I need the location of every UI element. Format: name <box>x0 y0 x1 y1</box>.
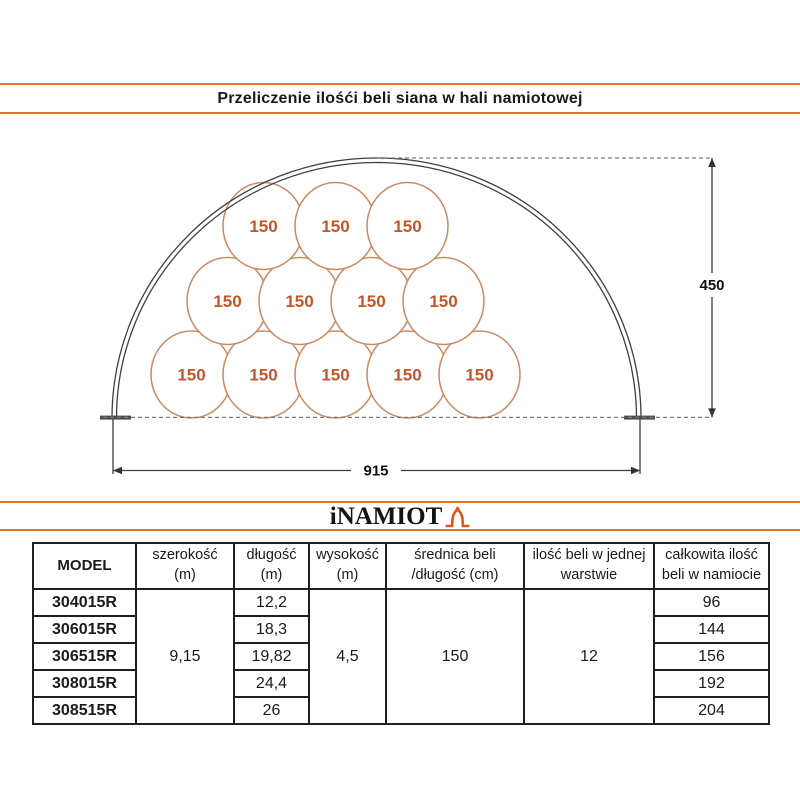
dlugosc-cell: 24,4 <box>234 670 309 697</box>
page-title: Przeliczenie ilośći beli siana w hali namiotowej <box>217 89 583 107</box>
header-dlugosc: długość (m) <box>234 543 309 589</box>
bale-label: 150 <box>321 365 350 385</box>
title-bar <box>0 83 800 114</box>
model-cell: 306515R <box>33 643 136 670</box>
dlugosc-cell: 19,82 <box>234 643 309 670</box>
szerokosc-cell: 9,15 <box>136 589 234 724</box>
bale-stack <box>151 183 520 419</box>
bale-label: 150 <box>393 365 422 385</box>
bale-label: 150 <box>249 365 278 385</box>
header-model: MODEL <box>33 543 136 589</box>
table-header-row <box>33 543 769 589</box>
bale-label: 150 <box>465 365 494 385</box>
header-szerokosc: szerokość (m) <box>136 543 234 589</box>
bale-label: 150 <box>393 217 422 236</box>
header-srednica: średnica beli /długość (cm) <box>386 543 524 589</box>
bale-label: 150 <box>321 217 350 236</box>
bale-label: 150 <box>357 292 386 311</box>
calkowita-cell: 192 <box>654 670 769 697</box>
srednica-cell: 150 <box>386 589 524 724</box>
dlugosc-cell: 18,3 <box>234 616 309 643</box>
bale-label: 150 <box>429 292 458 311</box>
header-wysokosc: wysokość (m) <box>309 543 386 589</box>
header-calkowita: całkowita ilość beli w namiocie <box>654 543 769 589</box>
model-cell: 308015R <box>33 670 136 697</box>
calkowita-cell: 144 <box>654 616 769 643</box>
model-cell: 308515R <box>33 697 136 724</box>
width-dim-arrow-right <box>631 467 640 475</box>
brand-logo <box>330 504 471 529</box>
height-dim-arrow-top <box>708 158 716 167</box>
height-dim-label: 450 <box>699 277 725 294</box>
logo-bar <box>0 501 800 531</box>
bale-label: 150 <box>177 365 206 385</box>
table-row <box>33 589 769 616</box>
header-ilosc-warstwa: ilość beli w jednej warstwie <box>524 543 654 589</box>
calkowita-cell: 156 <box>654 643 769 670</box>
dlugosc-cell: 26 <box>234 697 309 724</box>
calkowita-cell: 204 <box>654 697 769 724</box>
width-dim-label: 915 <box>363 462 389 480</box>
tent-arch-icon <box>445 506 470 528</box>
bale-label: 150 <box>249 217 278 236</box>
width-dim-arrow-left <box>113 467 122 475</box>
model-cell: 306015R <box>33 616 136 643</box>
calkowita-cell: 96 <box>654 589 769 616</box>
bale-label: 150 <box>213 292 242 311</box>
height-dim-arrow-bottom <box>708 408 716 417</box>
dlugosc-cell: 12,2 <box>234 589 309 616</box>
wysokosc-cell: 4,5 <box>309 589 386 724</box>
ilosc-warstwa-cell: 12 <box>524 589 654 724</box>
tent-cross-section-diagram <box>0 125 800 495</box>
bale-spec-table <box>32 542 770 725</box>
brand-name: iNAMIOT <box>329 502 443 530</box>
model-cell: 304015R <box>33 589 136 616</box>
bale-label: 150 <box>285 292 314 311</box>
